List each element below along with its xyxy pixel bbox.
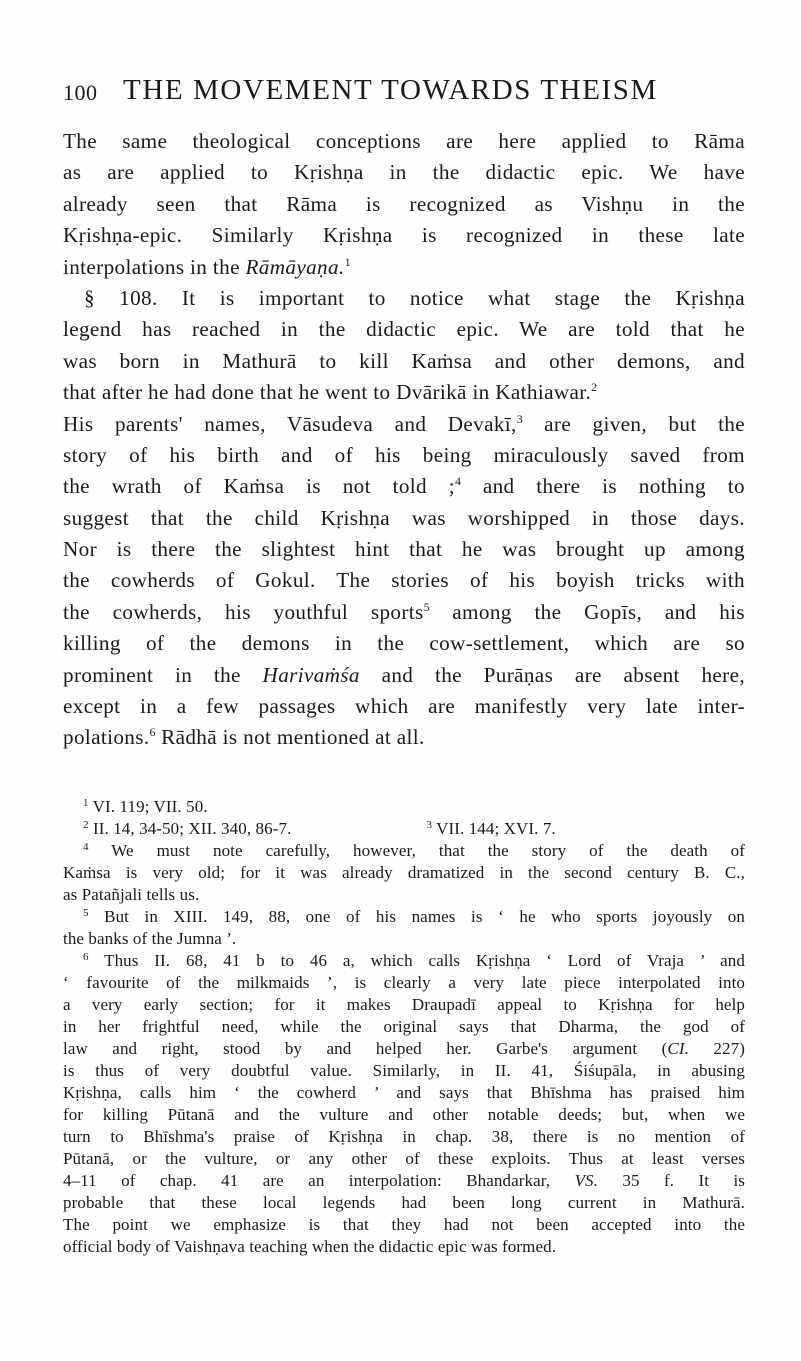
- footnote-ref: 2: [591, 380, 598, 395]
- text-line: the wrath of Kaṁsa is not told ;$^4$ and there is nothing to: [63, 474, 745, 499]
- footnote-1: $^1$ VI. 119; VII. 50.: [83, 797, 208, 816]
- footnote-ref: 1: [344, 254, 351, 269]
- footnote-line: in her frightful need, while the original says that Dharma, the god of: [63, 1017, 745, 1036]
- footnote-line: The point we emphasize is that they had not been accepted into the: [63, 1215, 745, 1234]
- ramayana-title: Rāmāyaṇa.: [245, 254, 345, 279]
- text-line: polations.$^6$ Rādhā is not mentioned at all.: [63, 725, 425, 750]
- footnote-line: Pūtanā, or the vulture, or any other of these exploits. Thus at least verses: [63, 1149, 745, 1168]
- footnote-mark: 2: [83, 819, 89, 831]
- text-line: except in a few passages which are manifestly very late inter-: [63, 694, 745, 719]
- footnotes: [63, 796, 745, 1258]
- text-line: that after he had done that he went to Dvārikā in Kathiawar.$^2$: [63, 380, 598, 405]
- footnote-line: the banks of the Jumna ’.: [63, 929, 237, 948]
- footnote-4: $^4$ We must note carefully, however, that the story of the death of: [83, 841, 745, 860]
- footnote-line: law and right, stood by and helped her. Garbe's argument (CI. 227): [63, 1039, 745, 1058]
- harivamsa-title: Harivaṁśa: [262, 662, 360, 687]
- text-line: suggest that the child Kṛishṇa was worshipped in those days.: [63, 505, 745, 530]
- text-line: as are applied to Kṛishṇa in the didactic epic. We have: [63, 160, 745, 185]
- footnote-line: as Patañjali tells us.: [63, 885, 200, 904]
- running-title: THE MOVEMENT TOWARDS THEISM: [123, 74, 658, 106]
- running-head: [63, 74, 743, 114]
- text-line: interpolations in the Rāmāyaṇa.$^1$: [63, 254, 351, 279]
- footnote-5: $^5$ But in XIII. 149, 88, one of his names is ‘ he who sports joyously on: [83, 907, 745, 926]
- footnote-ref: 6: [149, 725, 156, 740]
- citation: VS.: [574, 1171, 598, 1190]
- text-line: the cowherds, his youthful sports$^5$ among the Gopīs, and his: [63, 599, 745, 624]
- text-line: was born in Mathurā to kill Kaṁsa and other demons, and: [63, 348, 745, 373]
- text-line: § 108. It is important to notice what stage the Kṛishṇa: [84, 285, 745, 310]
- footnote-mark: 6: [83, 951, 89, 963]
- footnote-line: Kaṁsa is very old; for it was already dramatized in the second century B. C.,: [63, 863, 745, 882]
- text-line: His parents' names, Vāsudeva and Devakī,$^3$ are given, but the: [63, 411, 746, 436]
- footnote-mark: 5: [83, 907, 89, 919]
- page-number: 100: [63, 80, 98, 105]
- footnote-line: 4–11 of chap. 41 are an interpolation: Bhandarkar, VS. 35 f. It is: [63, 1171, 745, 1190]
- footnote-line: Kṛishṇa, calls him ‘ the cowherd ’ and says that Bhīshma has praised him: [63, 1083, 745, 1102]
- footnote-2-3: $^2$ II. 14, 34-50; XII. 340, 86-7. $^3$ VII. 144; XVI. 7.: [83, 819, 556, 838]
- footnote-line: probable that these local legends had been long current in Mathurā.: [63, 1193, 745, 1212]
- footnote-ref: 4: [455, 474, 462, 489]
- text-line: Kṛishṇa-epic. Similarly Kṛishṇa is recognized in these late: [63, 223, 745, 248]
- body-text: [63, 126, 745, 754]
- text-line: story of his birth and of his being miraculously saved from: [63, 442, 745, 467]
- footnote-ref: 3: [516, 411, 523, 426]
- text-line: the cowherds of Gokul. The stories of his boyish tricks with: [63, 568, 745, 593]
- citation: CI.: [667, 1039, 689, 1058]
- text-line: The same theological conceptions are here applied to Rāma: [63, 129, 745, 153]
- footnote-line: turn to Bhīshma's praise of Kṛishṇa in chap. 38, there is no mention of: [63, 1127, 745, 1146]
- footnote-ref: 5: [423, 599, 430, 614]
- footnote-line: ‘ favourite of the milkmaids ’, is clearly a very late piece interpolated into: [63, 973, 745, 992]
- text-line: already seen that Rāma is recognized as Vishṇu in the: [63, 191, 745, 216]
- footnote-line: for killing Pūtanā and the vulture and other notable deeds; but, when we: [63, 1105, 745, 1124]
- text-line: legend has reached in the didactic epic. We are told that he: [63, 317, 745, 342]
- footnote-mark: 4: [83, 841, 89, 853]
- text-line: Nor is there the slightest hint that he was brought up among: [63, 537, 745, 562]
- text-line: killing of the demons in the cow-settlement, which are so: [63, 631, 745, 656]
- footnote-line: a very early section; for it makes Draupadī appeal to Kṛishṇa for help: [63, 995, 745, 1014]
- footnote-mark: 3: [426, 819, 433, 831]
- footnote-line: is thus of very doubtful value. Similarly, in II. 41, Śiśupāla, in abusing: [63, 1061, 745, 1080]
- text-line: prominent in the Harivaṁśa and the Purāṇas are absent here,: [63, 662, 745, 687]
- footnote-6: $^6$ Thus II. 68, 41 b to 46 a, which calls Kṛishṇa ‘ Lord of Vraja ’ and: [83, 951, 745, 970]
- footnote-line: official body of Vaishṇava teaching when the didactic epic was formed.: [63, 1237, 557, 1256]
- footnote-mark: 1: [83, 797, 89, 809]
